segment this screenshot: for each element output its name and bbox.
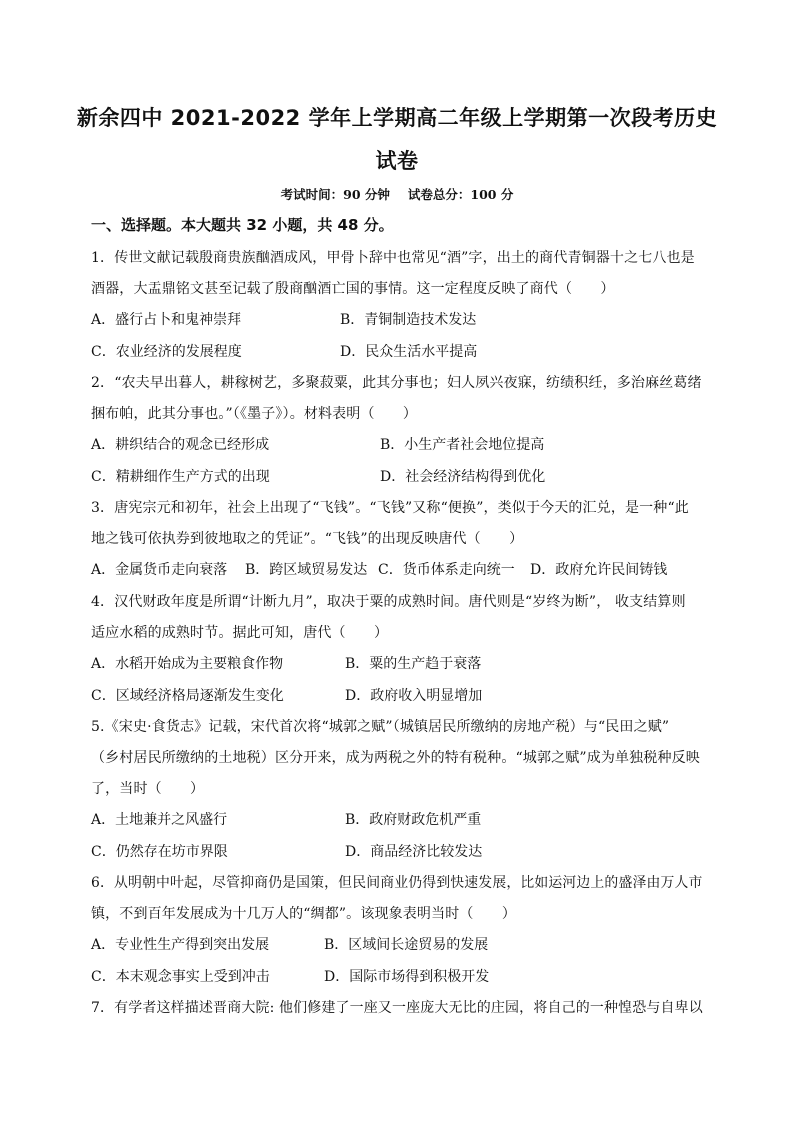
question-6-line-1: 6．从明朝中叶起，尽管抑商仍是国策，但民间商业仍得到快速发展，比如运河边上的盛泽由万人市 [91,875,703,891]
question-2-line-1: 2．“农夫早出暮人，耕稼树艺，多聚菽粟，此其分事也；妇人夙兴夜寐，纺绩积纴，多治麻丝葛绪 [91,375,702,391]
question-1-option-a: A．盛行占卜和鬼神崇拜 [91,312,242,328]
question-4-option-a: A．水稻开始成为主要粮食作物 [91,656,284,672]
question-3-option-a: A．金属货币走向衰落 [91,562,228,578]
question-2-option-b: B．小生产者社会地位提高 [380,437,545,453]
question-5-line-3: 了，当时（ ） [91,781,205,797]
question-1-option-c: C．农业经济的发展程度 [91,344,242,360]
question-1-line-1: 1．传世文献记载殷商贵族酗酒成风，甲骨卜辞中也常见“酒”字，出土的商代青铜器十之七八也是 [91,250,695,266]
question-5-option-d: D．商品经济比较发达 [345,844,483,860]
question-5-line-2: （乡村居民所缴纳的土地税）区分开来，成为两税之外的特有税种。“城郭之赋”成为单独税种反映 [91,750,700,766]
total-score: 试卷总分：100 分 [407,187,514,202]
question-5-option-b: B．政府财政危机严重 [345,812,482,828]
exam-time: 考试时间：90 分钟 [280,187,390,202]
question-1-option-d: D．民众生活水平提高 [340,344,478,360]
question-2-option-d: D．社会经济结构得到优化 [380,469,546,485]
question-6-line-2: 镇，不到百年发展成为十几万人的“绸都”。该现象表明当时（ ） [91,906,516,922]
question-5-option-a: A．土地兼并之风盛行 [91,812,228,828]
exam-meta [0,185,794,203]
question-7-line-1: 7．有学者这样描述晋商大院: 他们修建了一座又一座庞大无比的庄园，将自己的一种惶恐与自卑以 [91,1000,703,1016]
question-6-option-a: A．专业性生产得到突出发展 [91,937,270,953]
question-1-line-2: 酒器，大盂鼎铭文甚至记载了殷商酗酒亡国的事情。这一定程度反映了商代（ ） [91,281,615,297]
question-1-option-b: B．青铜制造技术发达 [340,312,477,328]
section-heading: 一、选择题。本大题共 32 小题，共 48 分。 [91,216,394,234]
question-2-option-c: C．精耕细作生产方式的出现 [91,469,270,485]
question-4-line-1: 4．汉代财政年度是所谓“计断九月”，取决于粟的成熟时间。唐代则是“岁终为断”， 收支结算则 [91,594,686,610]
question-3-option-d: D．政府允许民间铸钱 [530,562,668,578]
question-6-option-b: B．区域间长途贸易的发展 [324,937,489,953]
question-6-option-d: D．国际市场得到积极开发 [324,969,490,985]
question-3-line-2: 地之钱可依执券到彼地取之的凭证”。“飞钱”的出现反映唐代（ ） [91,531,524,547]
question-3-line-1: 3．唐宪宗元和初年，社会上出现了“飞钱”。“飞钱”又称“便换”，类似于今天的汇兑，是一种“此 [91,500,689,516]
question-4-option-c: C．区域经济格局逐渐发生变化 [91,688,284,704]
question-5-line-1: 5.《宋史·食货志》记载，宋代首次将“城郭之赋”（城镇居民所缴纳的房地产税）与“民田之赋” [91,719,670,735]
question-6-option-c: C．本末观念事实上受到冲击 [91,969,270,985]
question-3-option-b: B．跨区域贸易发达 [245,562,368,578]
question-5-option-c: C．仍然存在坊市界限 [91,844,228,860]
question-2-line-2: 捆布帕，此其分事也。”（《墨子》）。材料表明（ ） [91,406,418,422]
question-4-option-d: D．政府收入明显增加 [345,688,483,704]
question-4-option-b: B．粟的生产趋于衰落 [345,656,482,672]
question-4-line-2: 适应水稻的成熟时节。据此可知，唐代（ ） [91,625,389,641]
question-2-option-a: A．耕织结合的观念已经形成 [91,437,270,453]
exam-title-line1: 新余四中 2021-2022 学年上学期高二年级上学期第一次段考历史 [76,106,718,130]
exam-title-line2: 试卷 [375,149,419,173]
question-3-option-c: C．货币体系走向统一 [378,562,515,578]
